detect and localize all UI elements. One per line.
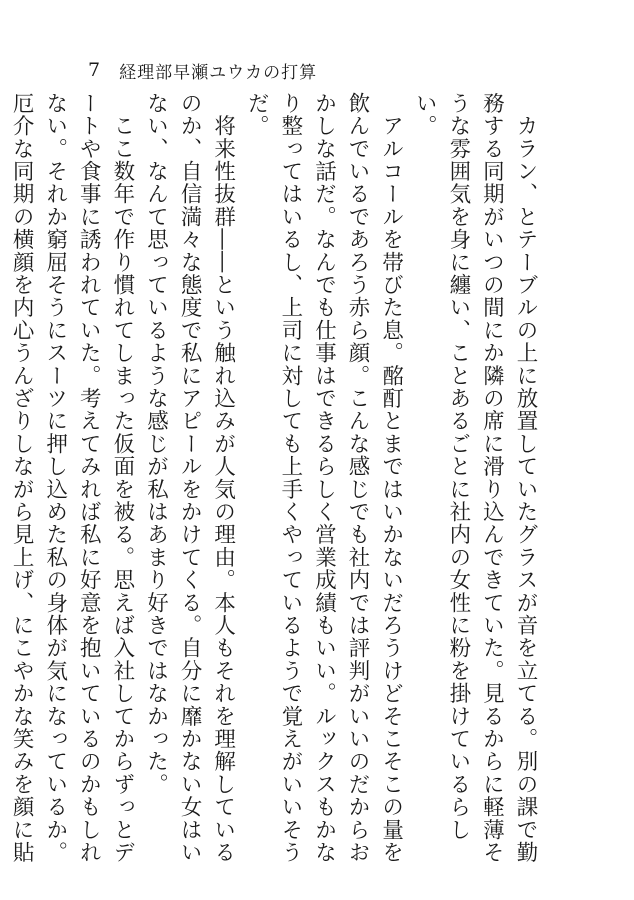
paragraph: ここ数年で作り慣れてしまった仮面を被る。思えば入社してからずっとデートや食事に誘われていた。考えてみれば私に好意を抱いているのかもしれない。それか窮屈そうにスーツに押し込めた私の身体が気になっているか。厄介な同期の横顔を内心うんざりしながら見上げ、にこやかな笑みを顔に貼 bbox=[9, 92, 135, 864]
body-text bbox=[0, 92, 542, 872]
paragraph: 将来性抜群――という触れ込みが人気の理由。本人もそれを理解しているのか、自信満々な態度で私にアピールをかけてくる。自分に靡かない女はいない、なんて思っているような感じが私はあまり好きではなかった。 bbox=[143, 92, 236, 864]
paragraph: アルコールを帯びた息。酩酊とまではいかないだろうけどそこそこの量を飲んでいるであろう赤ら顔。こんな感じでも社内では評判がいいのだからおかしな話だ。なんでも仕事はできるらしく営業成績もいい。ルックスもかなり整ってはいるし、上司に対しても上手くやっているようで覚えがいいそうだ。 bbox=[244, 92, 404, 864]
page-number: 7 bbox=[88, 59, 102, 81]
running-head bbox=[88, 58, 317, 82]
running-title: 経理部早瀬ユウカの打算 bbox=[119, 62, 318, 83]
paragraph: カラン、とテーブルの上に放置していたグラスが音を立てる。別の課で勤務する同期がいつの間にか隣の席に滑り込んできていた。見るからに軽薄そうな雰囲気を身に纏い、ことあるごとに社内の女性に粉を掛けているらしい。 bbox=[412, 92, 538, 864]
